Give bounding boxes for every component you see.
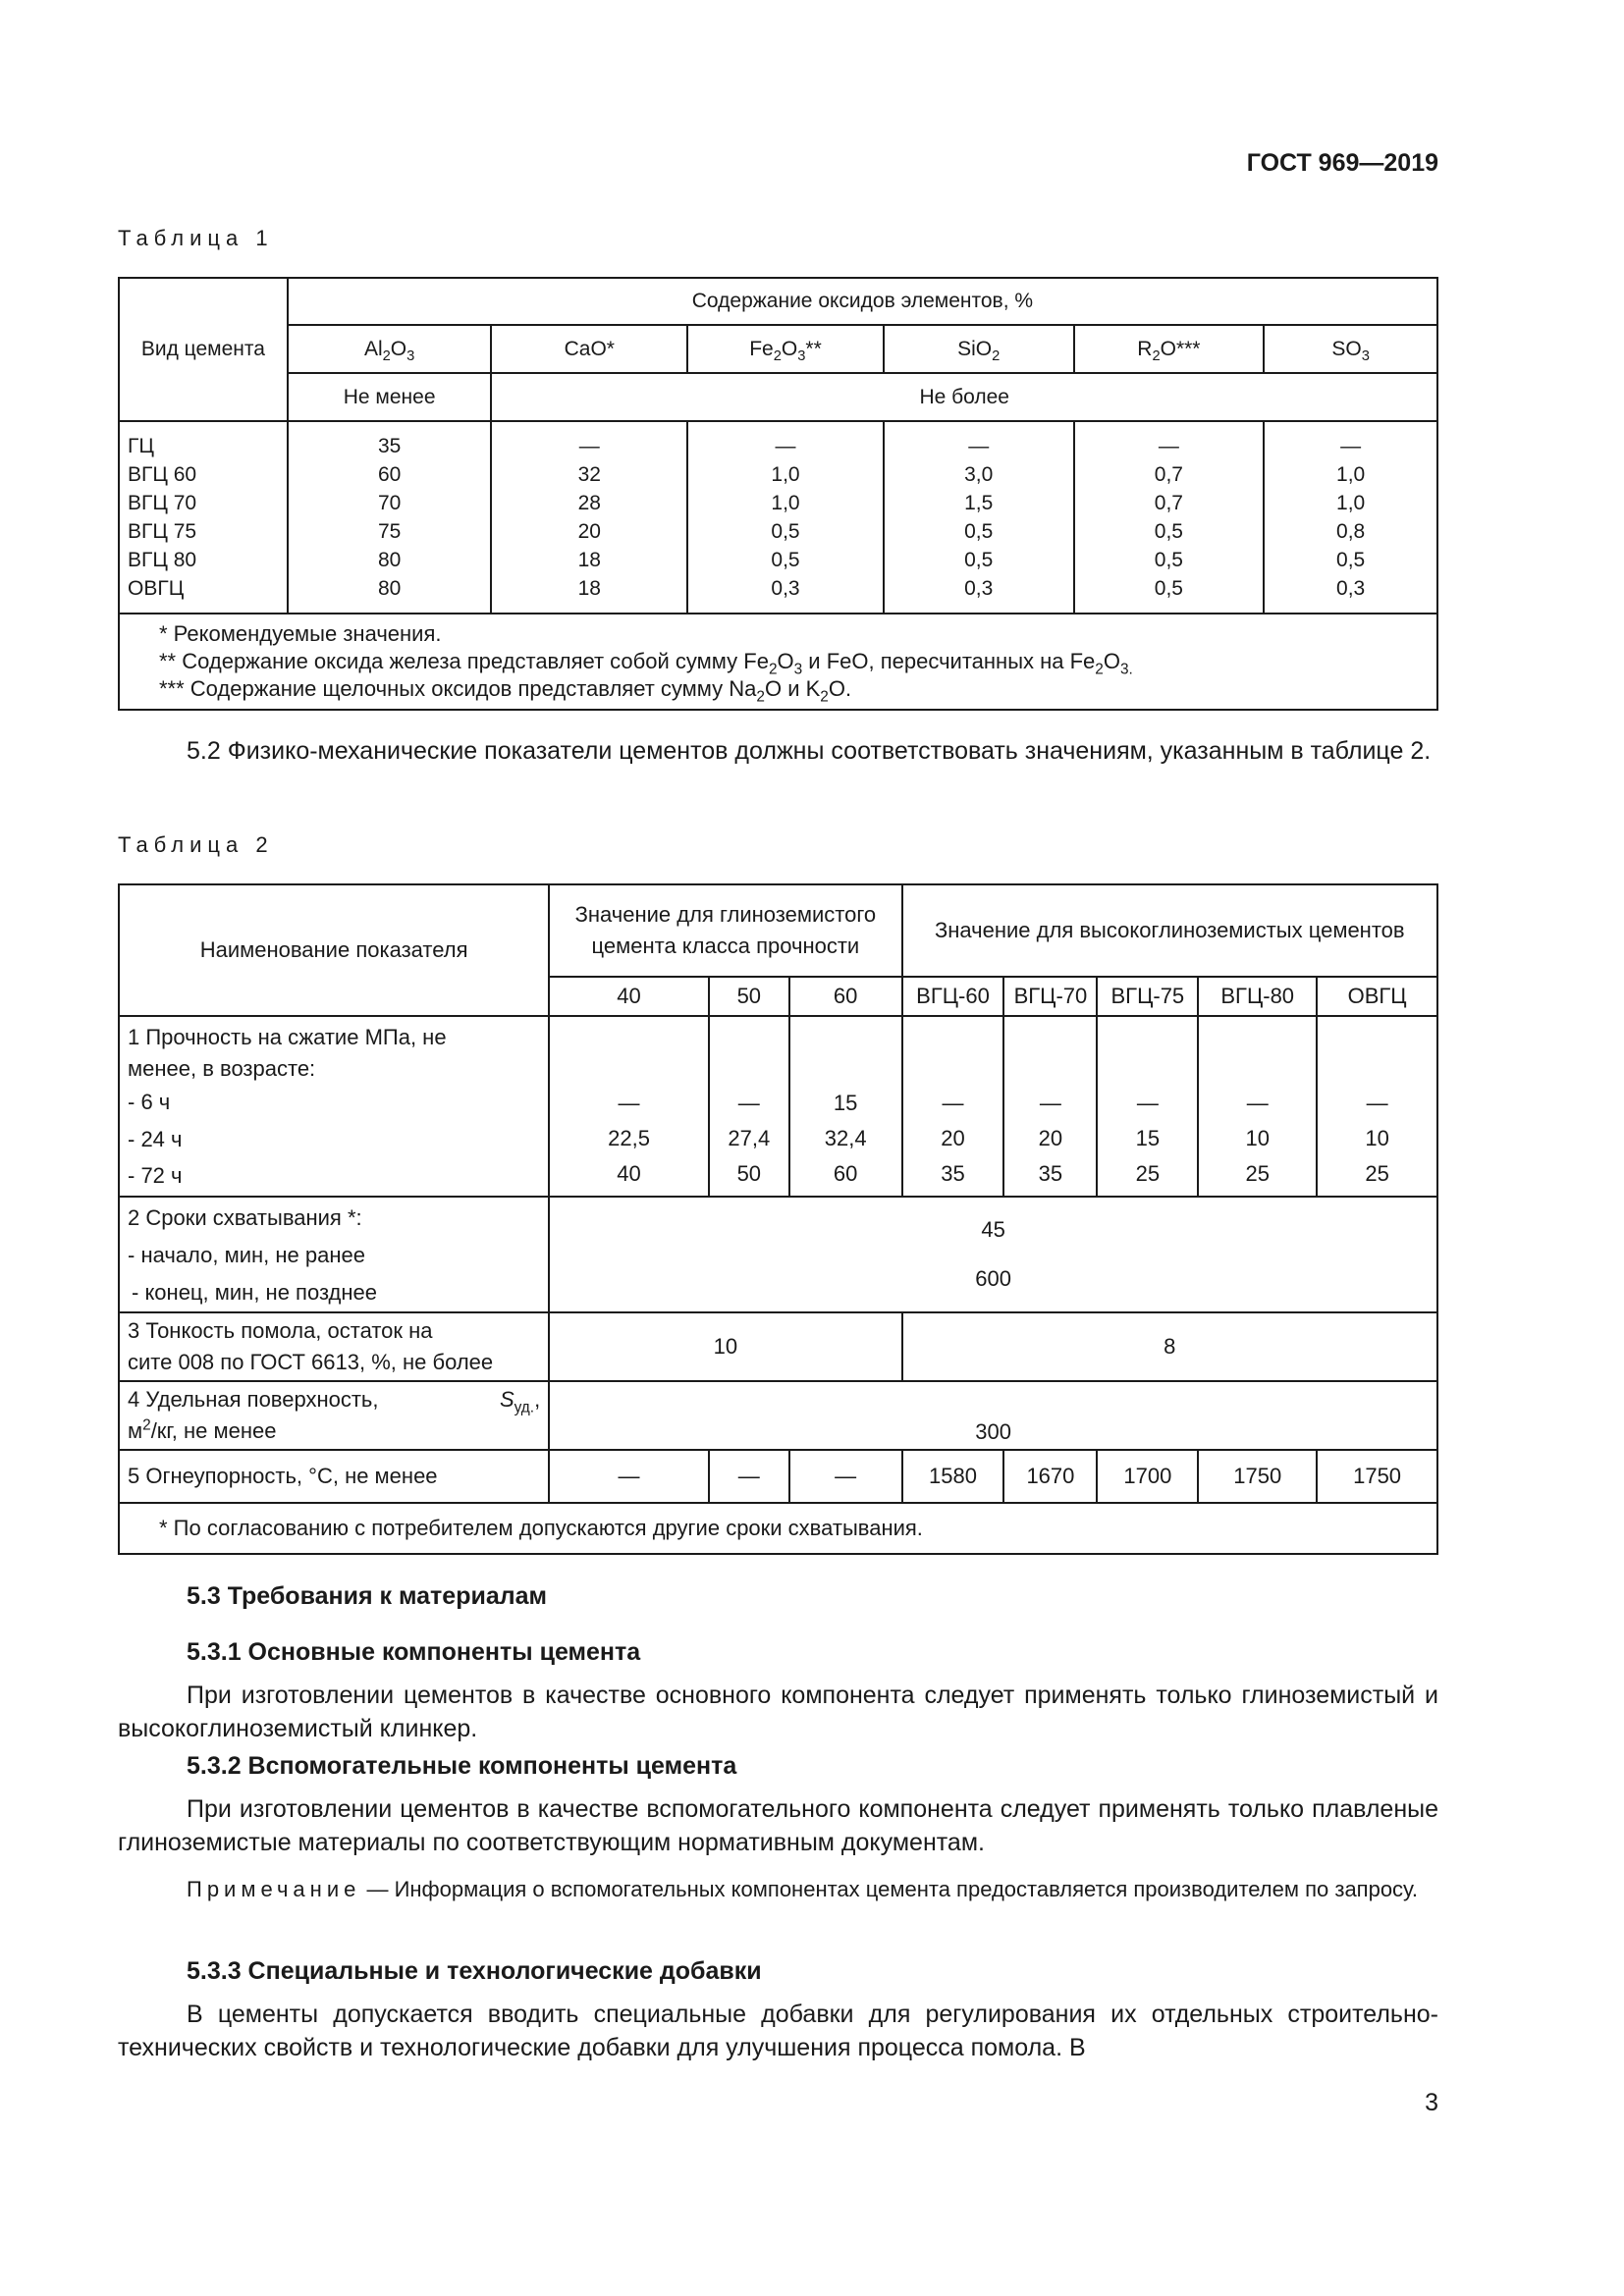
table2-note: * По согласованию с потребителем допускаются другие сроки схватывания. [119, 1503, 1437, 1554]
table2-subcol: 50 [709, 977, 789, 1016]
table1-cell: — [968, 435, 990, 457]
section-5-3-2: 5.3.2 Вспомогательные компоненты цемента [187, 1752, 737, 1780]
table2-r3-title: 3 Тонкость помола, остаток на сите 008 по ГОСТ 6613, %, не более [119, 1312, 549, 1381]
table2-r1-col: — 27,4 50 [709, 1016, 789, 1197]
table1-notes [119, 614, 1437, 710]
table2-r2-title: 2 Сроки схватывания *: - начало, мин, не ранее - конец, мин, не позднее [119, 1197, 549, 1312]
table1-cell: 0,3 [1336, 577, 1366, 600]
table1 [118, 277, 1438, 711]
table1-cell: 70 [377, 492, 402, 514]
page-number: 3 [1425, 2089, 1438, 2116]
table1-cell: 0,7 [1154, 463, 1183, 486]
table2-subcol: ВГЦ-80 [1198, 977, 1317, 1016]
table1-cell: — [1340, 435, 1362, 457]
table2-r5-cell: 1580 [902, 1450, 1004, 1503]
table1-cell: 32 [577, 463, 601, 486]
table1-ne-bolee: Не более [491, 373, 1437, 421]
table1-r2o-values [1074, 421, 1265, 614]
table2-r2-values: 45 600 [549, 1197, 1437, 1312]
table1-cell: 60 [377, 463, 402, 486]
table1-cell: 0,5 [1154, 549, 1183, 571]
table1-cell: 80 [377, 549, 402, 571]
table1-cell: 0,5 [1154, 520, 1183, 543]
table1-kinds [119, 421, 288, 614]
table1-cell: 0,5 [964, 520, 994, 543]
table2-caption: Таблица 2 [118, 832, 274, 857]
table1-ne-menee: Не менее [288, 373, 492, 421]
section-5-3-3: 5.3.3 Специальные и технологические добавки [187, 1957, 762, 1985]
table1-cell: 3,0 [964, 463, 994, 486]
section-5-3: 5.3 Требования к материалам [187, 1582, 548, 1610]
table1-col-al2o3: $Al_2O_3$ [288, 325, 492, 373]
table2-col-name: Наименование показателя [119, 884, 549, 1016]
table1-col-sio2: SiO$_2$ [884, 325, 1074, 373]
table1-cell: 0,5 [964, 549, 994, 571]
table1-cell: 0,5 [1154, 577, 1183, 600]
table1-cao-values [491, 421, 687, 614]
table2-r5-title: 5 Огнеупорность, °С, не менее [119, 1450, 549, 1503]
paragraph-5-2: 5.2 Физико-механические показатели цементов должны соответствовать значениям, указанным в таблице 2. [187, 737, 1432, 765]
table1-note-2: ** Содержание оксида железа представляет собой сумму $Fe_2O_3$ и FeO, пересчитанных на $Fe_2O_{3.}$ [159, 649, 1133, 678]
table2-subcol: ВГЦ-75 [1097, 977, 1198, 1016]
table2-r3-value-2: 8 [902, 1312, 1437, 1381]
table2-r1-col: — 10 25 [1317, 1016, 1437, 1197]
table2-r5-cell: 1670 [1003, 1450, 1097, 1503]
table2-r4-title: 4 Удельная поверхность, $S_{уд.}$, $м^2/кг$, не менее [119, 1381, 549, 1450]
table1-caption: Таблица 1 [118, 226, 274, 250]
note-text: — Информация о вспомогательных компонентах цемента предоставляется производителем по запросу. [360, 1877, 1418, 1901]
table1-cell: 20 [577, 520, 601, 543]
paragraph-5-3-3: В цементы допускается вводить специальные добавки для регулирования их отдельных строительно-технических свойств и технологические добавки для улучшения процесса помола. В [118, 2001, 1438, 2061]
table1-cell: 1,5 [964, 492, 994, 514]
table1-cell: 75 [377, 520, 402, 543]
table2-r1-col: — 20 35 [1003, 1016, 1097, 1197]
table2-r1-col: — 20 35 [902, 1016, 1004, 1197]
table1-so3-values [1264, 421, 1437, 614]
table2-subcol: 40 [549, 977, 709, 1016]
table2-r5-cell: 1750 [1198, 1450, 1317, 1503]
table2-r5-cell: 1700 [1097, 1450, 1198, 1503]
table1-note-3: *** Содержание щелочных оксидов представляет сумму $Na_2O$ и $K_2O$. [159, 676, 852, 706]
table1-col-kind: Вид цемента [119, 278, 288, 421]
table2-r5-cell: — [709, 1450, 789, 1503]
table2-subcol: ВГЦ-70 [1003, 977, 1097, 1016]
table2-r5-cell: — [549, 1450, 709, 1503]
table2-r1-col: — 10 25 [1198, 1016, 1317, 1197]
table1-cell: 35 [377, 435, 402, 457]
table1-cell: 18 [577, 577, 601, 600]
table2-r5-cell: 1750 [1317, 1450, 1437, 1503]
table1-kind: ОВГЦ [128, 577, 185, 600]
table1-note-1: * Рекомендуемые значения. [159, 621, 442, 646]
table1-cell: 0,5 [771, 520, 800, 543]
table1-kind: ВГЦ 80 [128, 549, 197, 571]
table1-cell: 1,0 [771, 463, 800, 486]
table2-r1-col: — 22,5 40 [549, 1016, 709, 1197]
table1-cell: 1,0 [1336, 463, 1366, 486]
table1-kind: ГЦ [128, 435, 154, 457]
table2-r5-cell: — [789, 1450, 902, 1503]
note-label: Примечание [187, 1877, 361, 1901]
table2-subcol: ОВГЦ [1317, 977, 1437, 1016]
table1-cell: 80 [377, 577, 402, 600]
table1-cell: 0,8 [1336, 520, 1366, 543]
paragraph-5-3-2: При изготовлении цементов в качестве вспомогательного компонента следует применять только плавленые глиноземистые материалы по соответствующим нормативным документам. [118, 1795, 1438, 1856]
table1-cell: 1,0 [1336, 492, 1366, 514]
table1-col-r2o: $R_2O***$ [1074, 325, 1265, 373]
table1-cell: 1,0 [771, 492, 800, 514]
table1-cell: — [578, 435, 600, 457]
table2 [118, 883, 1438, 1555]
table2-group1: Значение для глиноземистого цемента класса прочности [549, 884, 901, 977]
table1-cell: — [775, 435, 796, 457]
table1-cell: — [1158, 435, 1179, 457]
table2-r1-col: — 15 25 [1097, 1016, 1198, 1197]
table2-r1-title: 1 Прочность на сжатие МПа, не менее, в возрасте: - 6 ч - 24 ч - 72 ч [119, 1016, 549, 1197]
document-header: ГОСТ 969—2019 [1246, 149, 1438, 177]
table1-col-fe2o3: $Fe_2O_3**$ [687, 325, 884, 373]
table2-r4-value: 300 [549, 1381, 1437, 1450]
table1-cell: 18 [577, 549, 601, 571]
table2-r1-col: 15 32,4 60 [789, 1016, 902, 1197]
table2-group2: Значение для высокоглиноземистых цементов [902, 884, 1437, 977]
table1-cell: 0,3 [964, 577, 994, 600]
table1-col-so3: $SO_3$ [1264, 325, 1437, 373]
table1-kind: ВГЦ 75 [128, 520, 197, 543]
paragraph-5-3-1: При изготовлении цементов в качестве основного компонента следует применять только глиноземистый и высокоглиноземистый клинкер. [118, 1682, 1438, 1742]
table1-fe2o3-values [687, 421, 884, 614]
table1-sio2-values [884, 421, 1074, 614]
table1-kind: ВГЦ 60 [128, 463, 197, 486]
table1-kind: ВГЦ 70 [128, 492, 197, 514]
table1-col-cao: CaO* [491, 325, 687, 373]
table2-subcol: ВГЦ-60 [902, 977, 1004, 1016]
note-block [118, 1873, 1438, 1906]
table2-r3-value-1: 10 [549, 1312, 901, 1381]
table1-group-header: Содержание оксидов элементов, % [288, 278, 1437, 325]
section-5-3-1: 5.3.1 Основные компоненты цемента [187, 1638, 641, 1666]
table1-cell: 0,5 [771, 549, 800, 571]
table1-cell: 0,3 [771, 577, 800, 600]
table1-cell: 0,7 [1154, 492, 1183, 514]
table2-subcol: 60 [789, 977, 902, 1016]
table1-cell: 28 [577, 492, 601, 514]
table1-al2o3-values [288, 421, 492, 614]
table1-cell: 0,5 [1336, 549, 1366, 571]
